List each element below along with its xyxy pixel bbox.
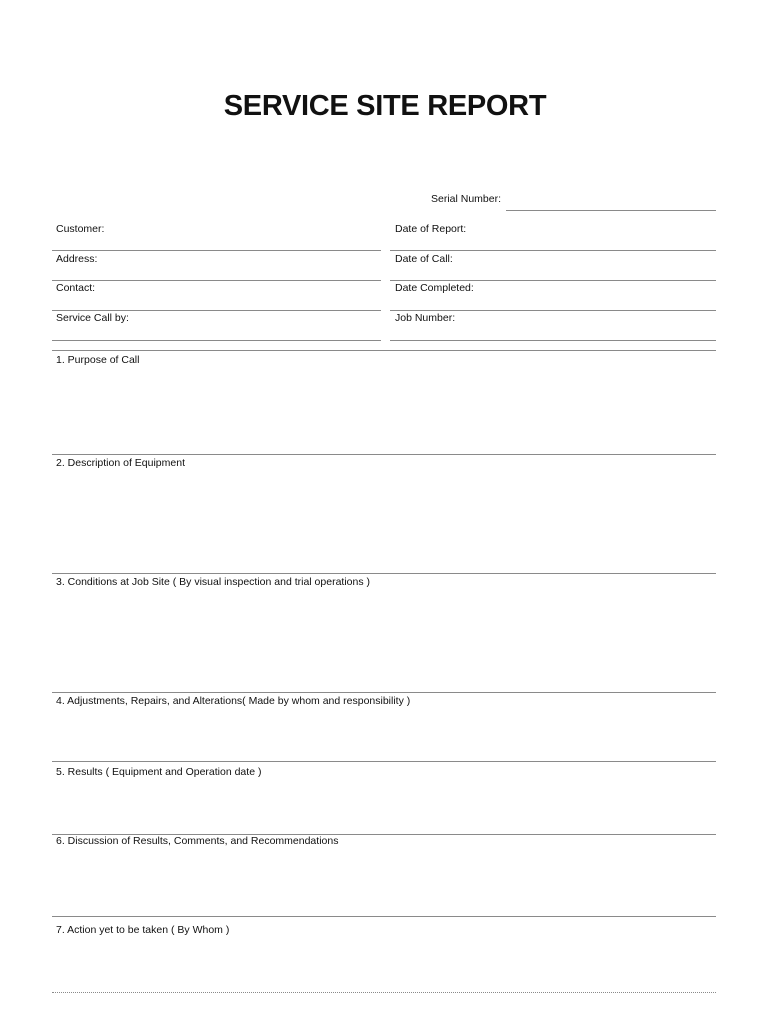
- description-of-equipment-area[interactable]: [52, 471, 716, 571]
- address-field[interactable]: [52, 280, 381, 281]
- date-of-report-field[interactable]: [390, 250, 716, 251]
- section-divider: [52, 350, 716, 351]
- section-description-of-equipment: 2. Description of Equipment: [56, 457, 185, 469]
- section-purpose-of-call: 1. Purpose of Call: [56, 354, 140, 366]
- section-adjustments-repairs: 4. Adjustments, Repairs, and Alterations( Made by whom and responsibility ): [56, 695, 411, 707]
- contact-label: Contact:: [56, 282, 96, 294]
- contact-field[interactable]: [52, 310, 381, 311]
- bottom-divider: [52, 992, 716, 993]
- address-label: Address:: [56, 253, 98, 265]
- section-results: 5. Results ( Equipment and Operation date ): [56, 766, 262, 778]
- purpose-of-call-area[interactable]: [52, 368, 716, 452]
- date-of-report-label: Date of Report:: [395, 223, 467, 235]
- job-number-field[interactable]: [390, 340, 716, 341]
- date-completed-field[interactable]: [390, 310, 716, 311]
- results-area[interactable]: [52, 780, 716, 832]
- section-conditions-at-job-site: 3. Conditions at Job Site ( By visual inspection and trial operations ): [56, 576, 371, 588]
- job-number-label: Job Number:: [395, 312, 456, 324]
- conditions-at-job-site-area[interactable]: [52, 590, 716, 690]
- section-divider: [52, 761, 716, 762]
- section-divider: [52, 692, 716, 693]
- date-completed-label: Date Completed:: [395, 282, 474, 294]
- section-action-yet-to-be-taken: 7. Action yet to be taken ( By Whom ): [56, 924, 230, 936]
- serial-number-field[interactable]: [506, 210, 716, 211]
- section-divider: [52, 573, 716, 574]
- date-of-call-field[interactable]: [390, 280, 716, 281]
- service-call-by-label: Service Call by:: [56, 312, 129, 324]
- action-yet-to-be-taken-area[interactable]: [52, 938, 716, 990]
- date-of-call-label: Date of Call:: [395, 253, 453, 265]
- serial-number-label: Serial Number:: [431, 193, 502, 205]
- section-divider: [52, 454, 716, 455]
- section-divider: [52, 916, 716, 917]
- adjustments-repairs-area[interactable]: [52, 709, 716, 759]
- discussion-of-results-area[interactable]: [52, 849, 716, 914]
- page-title: SERVICE SITE REPORT: [223, 90, 547, 122]
- customer-label: Customer:: [56, 223, 105, 235]
- service-call-by-field[interactable]: [52, 340, 381, 341]
- customer-field[interactable]: [52, 250, 381, 251]
- section-discussion-of-results: 6. Discussion of Results, Comments, and Recommendations: [56, 835, 339, 847]
